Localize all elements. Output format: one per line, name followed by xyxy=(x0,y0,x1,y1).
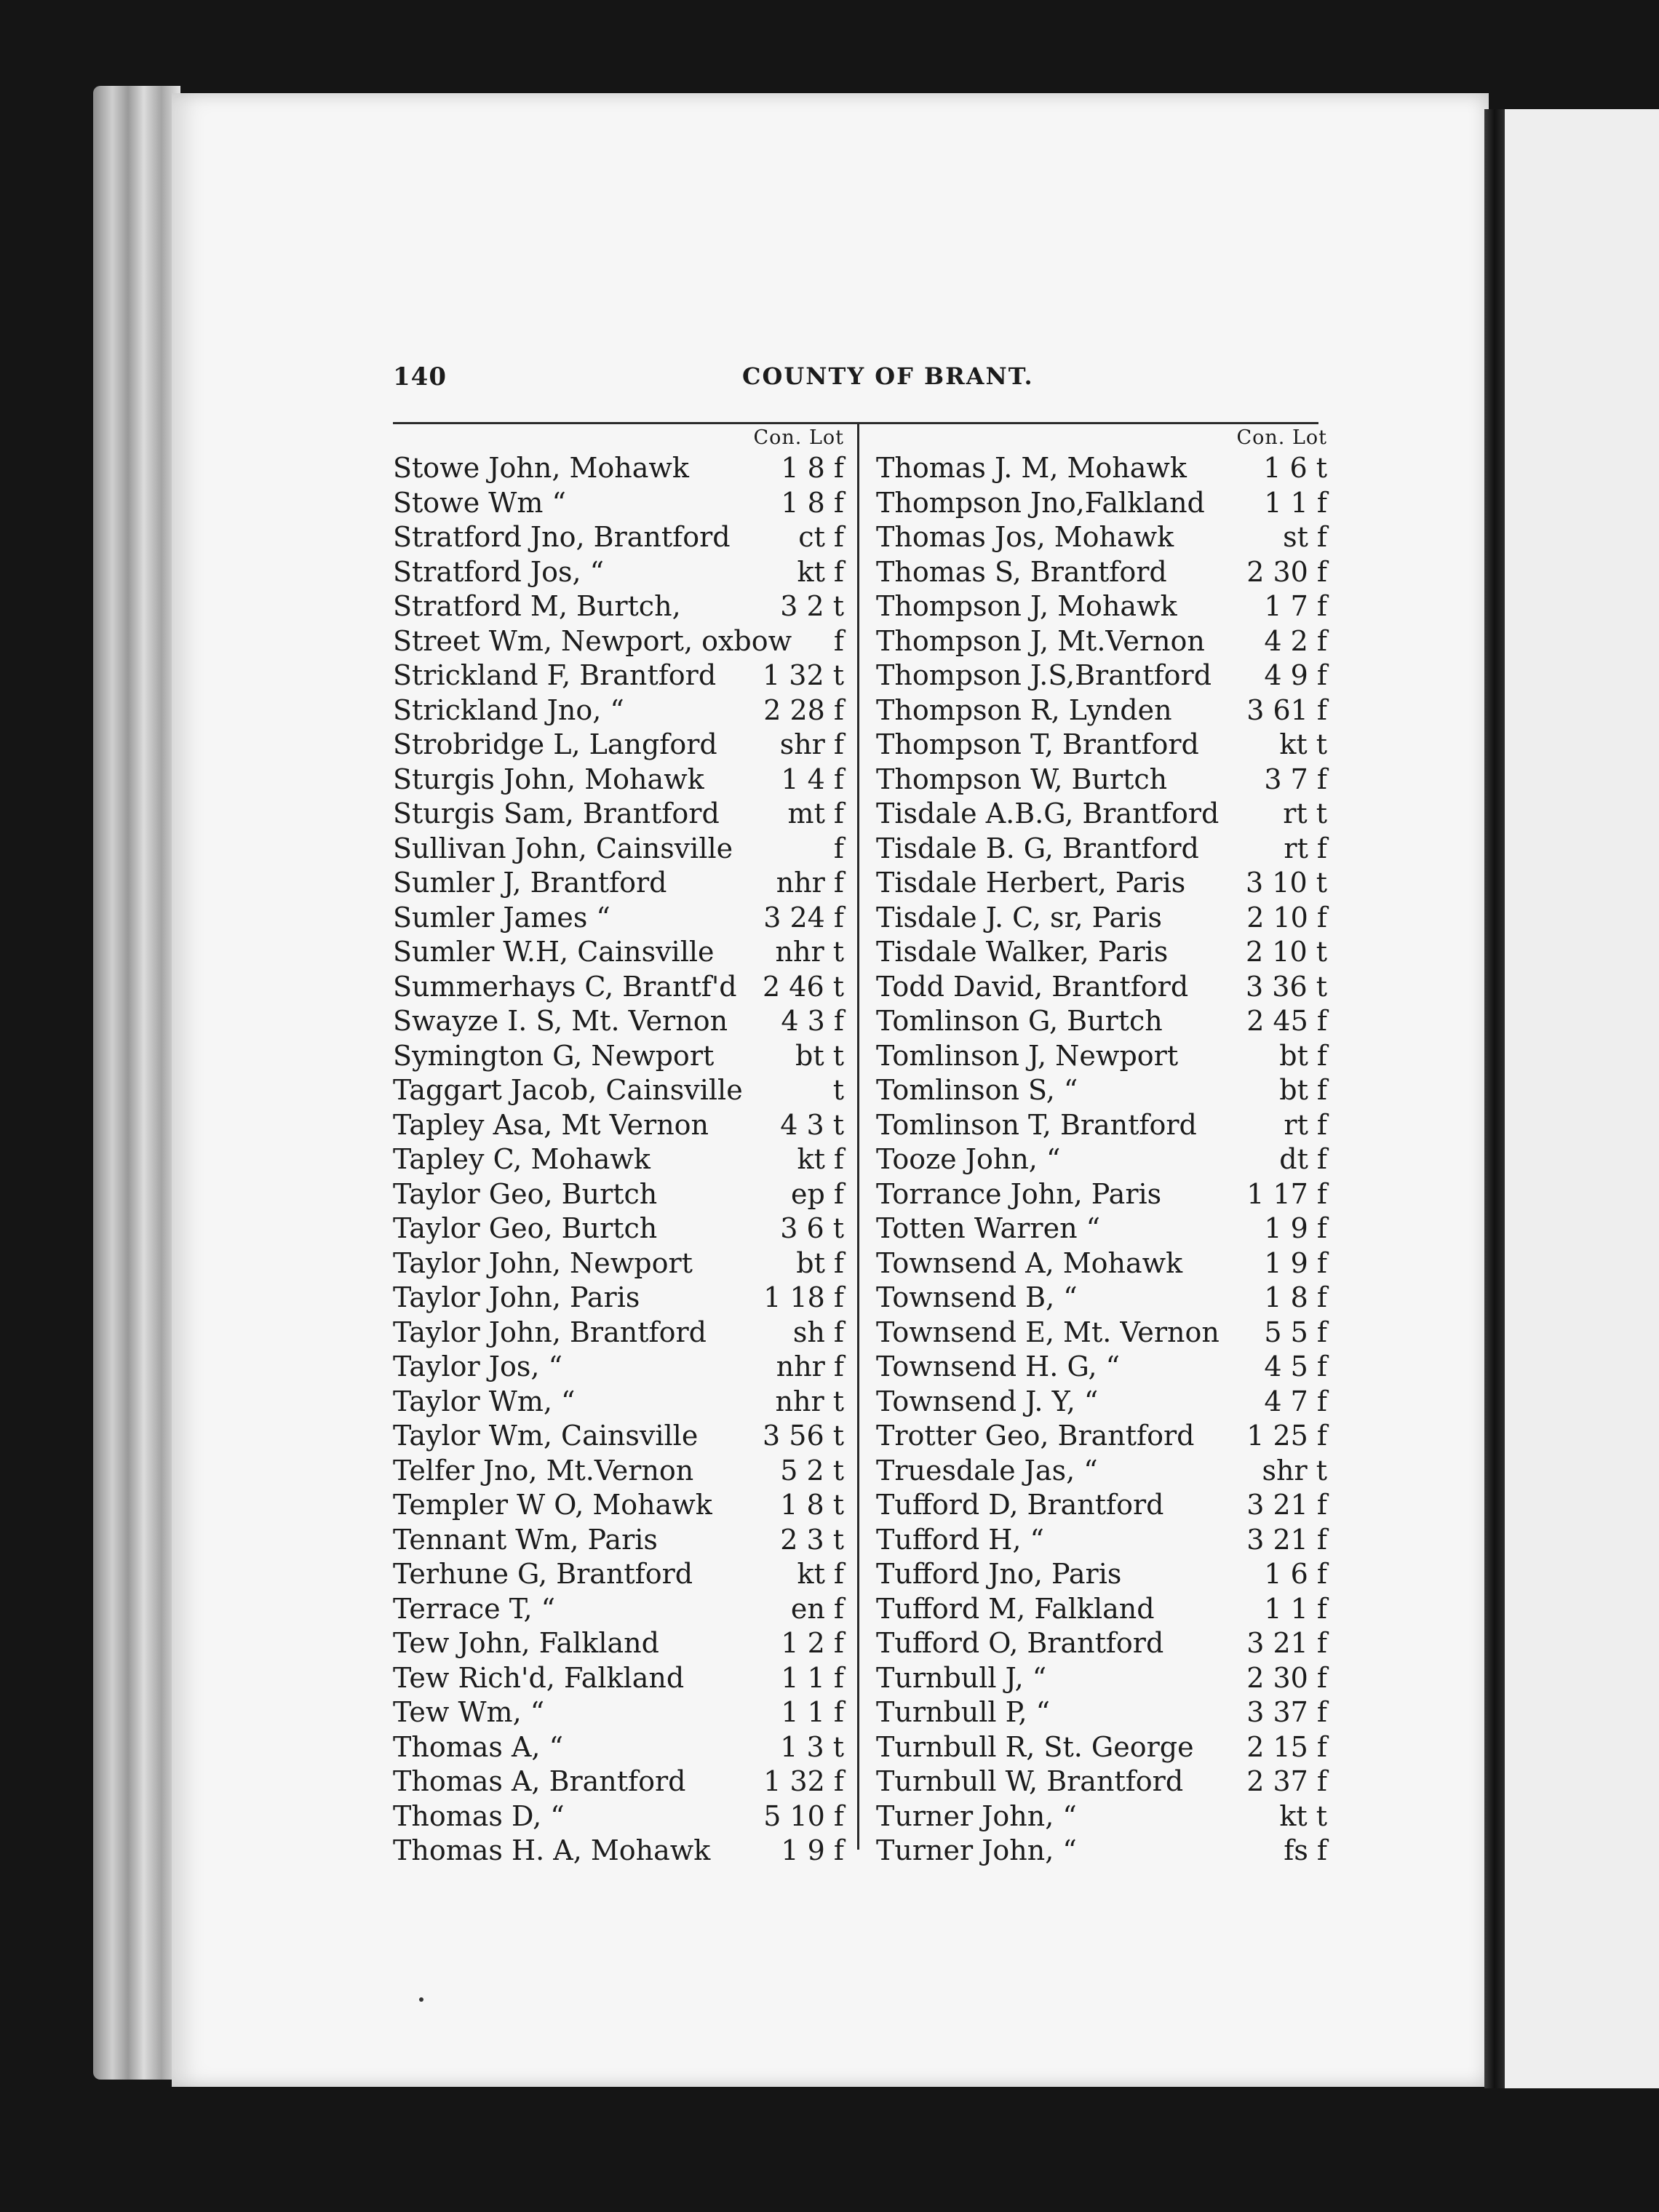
book-page-edges xyxy=(93,86,180,2080)
entry-name: Taggart Jacob, Cainsville xyxy=(393,1074,743,1106)
entry-con-lot: nhr f xyxy=(776,1350,844,1382)
directory-entry xyxy=(393,1834,844,1869)
entry-con-lot: 4 7 f xyxy=(1264,1385,1327,1417)
directory-entry xyxy=(393,866,844,901)
entry-name: Tew Wm, “ xyxy=(393,1696,545,1728)
entry-con-lot: ep f xyxy=(791,1177,844,1210)
entry-con-lot: bt f xyxy=(1279,1039,1327,1072)
entry-con-lot: 4 3 t xyxy=(780,1108,844,1141)
directory-entry xyxy=(393,1799,844,1834)
entry-con-lot: 3 61 f xyxy=(1246,693,1327,726)
entry-name: Townsend A, Mohawk xyxy=(876,1246,1183,1279)
entry-name: Trotter Geo, Brantford xyxy=(876,1420,1195,1452)
entry-name: Templer W O, Mohawk xyxy=(393,1489,712,1521)
directory-entry xyxy=(393,1316,844,1350)
entry-name: Thompson R, Lynden xyxy=(876,693,1172,726)
entry-name: Stratford Jno, Brantford xyxy=(393,521,731,553)
header-rule xyxy=(393,422,1318,424)
entry-con-lot: shr f xyxy=(779,728,844,760)
entry-name: Tufford M, Falkland xyxy=(876,1592,1155,1625)
entry-con-lot: kt t xyxy=(1279,1799,1327,1832)
entry-name: Thompson W, Burtch xyxy=(876,763,1168,795)
entry-con-lot: nhr t xyxy=(775,1385,844,1417)
entry-con-lot: 1 8 f xyxy=(1264,1281,1327,1313)
directory-entry xyxy=(876,832,1327,867)
entry-name: Tooze John, “ xyxy=(876,1143,1061,1175)
entry-name: Sumler W.H, Cainsville xyxy=(393,936,715,968)
directory-entry xyxy=(393,1695,844,1730)
directory-entry xyxy=(876,1212,1327,1246)
directory-entry xyxy=(393,1765,844,1799)
entry-name: Tapley C, Mohawk xyxy=(393,1143,651,1175)
directory-entry xyxy=(393,1626,844,1661)
entry-con-lot: 4 3 f xyxy=(781,1005,844,1037)
entry-name: Strickland F, Brantford xyxy=(393,659,717,691)
con-lot-label: Con. Lot xyxy=(1236,426,1327,449)
right-entry-list xyxy=(876,451,1327,1869)
entry-name: Turnbull R, St. George xyxy=(876,1730,1194,1763)
entry-con-lot: 2 10 t xyxy=(1246,936,1327,968)
entry-name: Thomas A, “ xyxy=(393,1730,563,1763)
directory-entry xyxy=(876,1316,1327,1350)
entry-name: Sumler James “ xyxy=(393,901,610,934)
entry-name: Summerhays C, Brantf'd xyxy=(393,970,737,1003)
entry-name: Tufford Jno, Paris xyxy=(876,1558,1122,1590)
entry-con-lot: f xyxy=(833,624,844,657)
entry-name: Swayze I. S, Mt. Vernon xyxy=(393,1005,728,1037)
entry-name: Tomlinson S, “ xyxy=(876,1074,1078,1106)
directory-entry xyxy=(876,797,1327,832)
entry-con-lot: 5 2 t xyxy=(780,1454,844,1487)
directory-entry xyxy=(876,520,1327,555)
directory-entry xyxy=(876,1281,1327,1316)
page-header xyxy=(393,362,1382,406)
ink-speck xyxy=(419,1997,423,2002)
left-column-header xyxy=(393,426,844,451)
entry-con-lot: 2 30 f xyxy=(1246,555,1327,588)
entry-con-lot: mt f xyxy=(787,797,844,830)
entry-con-lot: bt t xyxy=(795,1039,844,1072)
directory-entry xyxy=(876,1661,1327,1696)
directory-entry xyxy=(876,1765,1327,1799)
entry-name: Thomas H. A, Mohawk xyxy=(393,1834,711,1866)
directory-entry xyxy=(393,624,844,659)
entry-name: Turner John, “ xyxy=(876,1834,1077,1866)
entry-con-lot: 1 18 f xyxy=(763,1281,844,1313)
entry-con-lot: rt f xyxy=(1284,1108,1327,1141)
directory-entry xyxy=(393,1281,844,1316)
entry-name: Townsend B, “ xyxy=(876,1281,1078,1313)
directory-entry xyxy=(876,1834,1327,1869)
entry-con-lot: ct f xyxy=(798,521,844,553)
entry-con-lot: 1 1 f xyxy=(1264,486,1327,519)
entry-con-lot: en f xyxy=(790,1592,844,1625)
entry-con-lot: 1 6 t xyxy=(1263,452,1327,484)
entry-name: Turnbull J, “ xyxy=(876,1661,1047,1694)
entry-name: Thompson J, Mohawk xyxy=(876,590,1177,622)
directory-entry xyxy=(876,693,1327,728)
column-divider xyxy=(857,423,859,1850)
directory-entry xyxy=(876,1142,1327,1177)
directory-entry xyxy=(393,451,844,486)
directory-entry xyxy=(393,763,844,797)
directory-entry xyxy=(393,901,844,936)
entry-con-lot: 4 9 f xyxy=(1264,659,1327,691)
directory-entry xyxy=(393,1592,844,1627)
directory-entry xyxy=(876,1592,1327,1627)
entry-name: Terrace T, “ xyxy=(393,1592,556,1625)
entry-con-lot: rt t xyxy=(1283,797,1327,830)
right-column-header xyxy=(876,426,1327,451)
entry-name: Tomlinson G, Burtch xyxy=(876,1005,1163,1037)
directory-entry xyxy=(393,693,844,728)
directory-entry xyxy=(876,451,1327,486)
entry-con-lot: 1 8 t xyxy=(780,1489,844,1521)
entry-con-lot: nhr t xyxy=(775,936,844,968)
directory-entry xyxy=(393,1142,844,1177)
book-gutter xyxy=(1484,109,1505,2088)
entry-con-lot: 3 56 t xyxy=(763,1420,844,1452)
entry-name: Sullivan John, Cainsville xyxy=(393,832,733,864)
entry-name: Strobridge L, Langford xyxy=(393,728,717,760)
entry-name: Stratford Jos, “ xyxy=(393,555,605,588)
entry-name: Thompson J, Mt.Vernon xyxy=(876,624,1205,657)
directory-entry xyxy=(876,1523,1327,1558)
directory-entry xyxy=(876,659,1327,693)
entry-name: Tisdale A.B.G, Brantford xyxy=(876,797,1220,830)
directory-entry xyxy=(876,1799,1327,1834)
directory-entry xyxy=(393,1488,844,1523)
entry-con-lot: kt f xyxy=(797,555,844,588)
directory-entry xyxy=(876,935,1327,970)
directory-entry xyxy=(876,486,1327,521)
entry-name: Thompson Jno,Falkland xyxy=(876,486,1205,519)
entry-name: Sturgis Sam, Brantford xyxy=(393,797,720,830)
entry-con-lot: 2 30 f xyxy=(1246,1661,1327,1694)
entry-name: Tomlinson T, Brantford xyxy=(876,1108,1197,1141)
entry-name: Telfer Jno, Mt.Vernon xyxy=(393,1454,694,1487)
entry-con-lot: dt f xyxy=(1279,1143,1327,1175)
entry-name: Street Wm, Newport, oxbow xyxy=(393,624,792,657)
directory-entry xyxy=(393,935,844,970)
entry-con-lot: 1 8 f xyxy=(781,452,844,484)
directory-entry xyxy=(876,763,1327,797)
entry-con-lot: 1 32 f xyxy=(763,1765,844,1797)
directory-entry xyxy=(876,901,1327,936)
entry-con-lot: 1 32 t xyxy=(763,659,844,691)
directory-entry xyxy=(393,1073,844,1108)
directory-entry xyxy=(393,1177,844,1212)
directory-entry xyxy=(876,970,1327,1005)
entry-con-lot: 5 5 f xyxy=(1264,1316,1327,1348)
directory-entry xyxy=(393,1419,844,1454)
directory-entry xyxy=(393,1523,844,1558)
entry-con-lot: 2 10 f xyxy=(1246,901,1327,934)
entry-name: Truesdale Jas, “ xyxy=(876,1454,1098,1487)
entry-name: Tew John, Falkland xyxy=(393,1627,659,1659)
directory-entry xyxy=(876,1454,1327,1489)
entry-con-lot: kt t xyxy=(1279,728,1327,760)
entry-name: Taylor Geo, Burtch xyxy=(393,1177,658,1210)
entry-con-lot: fs f xyxy=(1284,1834,1327,1866)
entry-con-lot: 1 9 f xyxy=(1264,1212,1327,1244)
entry-con-lot: 1 2 f xyxy=(781,1627,844,1659)
right-column xyxy=(876,426,1327,1869)
entry-name: Stratford M, Burtch, xyxy=(393,590,681,622)
entry-name: Townsend H. G, “ xyxy=(876,1350,1121,1382)
entry-con-lot: 2 46 t xyxy=(763,970,844,1003)
running-title: COUNTY OF BRANT. xyxy=(742,362,1034,390)
directory-entry xyxy=(393,832,844,867)
entry-con-lot: t xyxy=(832,1074,844,1106)
entry-name: Taylor Wm, “ xyxy=(393,1385,576,1417)
entry-con-lot: 2 28 f xyxy=(763,693,844,726)
entry-con-lot: 3 6 t xyxy=(780,1212,844,1244)
entry-name: Tew Rich'd, Falkland xyxy=(393,1661,685,1694)
directory-entry xyxy=(393,1212,844,1246)
entry-name: Thomas S, Brantford xyxy=(876,555,1167,588)
entry-name: Tomlinson J, Newport xyxy=(876,1039,1179,1072)
entry-name: Tisdale J. C, sr, Paris xyxy=(876,901,1163,934)
entry-con-lot: 4 2 f xyxy=(1264,624,1327,657)
entry-name: Tisdale Walker, Paris xyxy=(876,936,1169,968)
entry-con-lot: sh f xyxy=(792,1316,844,1348)
entry-name: Thomas A, Brantford xyxy=(393,1765,686,1797)
directory-entry xyxy=(393,1385,844,1420)
entry-name: Thomas Jos, Mohawk xyxy=(876,521,1174,553)
entry-con-lot: 1 7 f xyxy=(1264,590,1327,622)
entry-con-lot: 3 36 t xyxy=(1246,970,1327,1003)
entry-con-lot: 1 3 t xyxy=(780,1730,844,1763)
entry-name: Tisdale Herbert, Paris xyxy=(876,867,1186,899)
con-lot-label: Con. Lot xyxy=(753,426,844,449)
entry-con-lot: 1 9 f xyxy=(781,1834,844,1866)
directory-entry xyxy=(876,1039,1327,1074)
directory-entry xyxy=(393,797,844,832)
entry-con-lot: 1 8 f xyxy=(781,486,844,519)
entry-con-lot: 3 37 f xyxy=(1246,1696,1327,1728)
entry-name: Strickland Jno, “ xyxy=(393,693,624,726)
directory-entry xyxy=(876,1004,1327,1039)
entry-name: Tufford D, Brantford xyxy=(876,1489,1164,1521)
entry-name: Stowe Wm “ xyxy=(393,486,566,519)
directory-entry xyxy=(393,1246,844,1281)
entry-con-lot: 3 24 f xyxy=(763,901,844,934)
entry-name: Totten Warren “ xyxy=(876,1212,1101,1244)
directory-entry xyxy=(876,555,1327,590)
entry-con-lot: 1 1 f xyxy=(781,1661,844,1694)
entry-con-lot: 1 6 f xyxy=(1264,1558,1327,1590)
directory-entry xyxy=(393,1039,844,1074)
entry-name: Thomas J. M, Mohawk xyxy=(876,452,1187,484)
entry-con-lot: kt f xyxy=(797,1143,844,1175)
entry-con-lot: 1 4 f xyxy=(781,763,844,795)
entry-con-lot: 3 21 f xyxy=(1246,1627,1327,1659)
directory-entry xyxy=(876,1177,1327,1212)
left-entry-list xyxy=(393,451,844,1869)
entry-name: Symington G, Newport xyxy=(393,1039,715,1072)
entry-name: Taylor John, Newport xyxy=(393,1246,693,1279)
entry-name: Terhune G, Brantford xyxy=(393,1558,693,1590)
entry-con-lot: 1 17 f xyxy=(1246,1177,1327,1210)
directory-entry xyxy=(876,1385,1327,1420)
directory-entry xyxy=(876,1695,1327,1730)
entry-con-lot: 3 2 t xyxy=(780,590,844,622)
entry-name: Tennant Wm, Paris xyxy=(393,1523,658,1556)
directory-entry xyxy=(393,1730,844,1765)
directory-entry xyxy=(876,624,1327,659)
directory-entry xyxy=(393,555,844,590)
directory-entry xyxy=(876,1419,1327,1454)
entry-con-lot: st f xyxy=(1283,521,1327,553)
directory-entry xyxy=(393,486,844,521)
directory-entry xyxy=(393,520,844,555)
entry-con-lot: 1 1 f xyxy=(781,1696,844,1728)
entry-name: Tapley Asa, Mt Vernon xyxy=(393,1108,709,1141)
entry-con-lot: 3 21 f xyxy=(1246,1523,1327,1556)
entry-con-lot: 2 37 f xyxy=(1246,1765,1327,1797)
directory-entry xyxy=(876,1488,1327,1523)
directory-entry xyxy=(876,589,1327,624)
entry-name: Sumler J, Brantford xyxy=(393,867,667,899)
entry-name: Thompson J.S,Brantford xyxy=(876,659,1212,691)
directory-entry xyxy=(876,1108,1327,1143)
directory-entry xyxy=(876,1246,1327,1281)
directory-entry xyxy=(393,1004,844,1039)
entry-name: Tisdale B. G, Brantford xyxy=(876,832,1199,864)
directory-entry xyxy=(393,1350,844,1385)
directory-entry xyxy=(393,970,844,1005)
entry-name: Taylor Wm, Cainsville xyxy=(393,1420,699,1452)
directory-entry xyxy=(393,659,844,693)
entry-con-lot: 1 25 f xyxy=(1246,1420,1327,1452)
facing-page-edge xyxy=(1505,109,1659,2088)
entry-name: Torrance John, Paris xyxy=(876,1177,1162,1210)
entry-con-lot: 4 5 f xyxy=(1264,1350,1327,1382)
page-number: 140 xyxy=(393,362,447,391)
entry-name: Turner John, “ xyxy=(876,1799,1077,1832)
directory-entry xyxy=(393,1454,844,1489)
entry-name: Thomas D, “ xyxy=(393,1799,565,1832)
directory-entry xyxy=(876,1557,1327,1592)
entry-con-lot: 3 7 f xyxy=(1264,763,1327,795)
directory-entry xyxy=(876,1073,1327,1108)
entry-name: Turnbull P, “ xyxy=(876,1696,1051,1728)
directory-entry xyxy=(876,728,1327,763)
entry-con-lot: shr t xyxy=(1262,1454,1327,1487)
entry-name: Stowe John, Mohawk xyxy=(393,452,689,484)
directory-entry xyxy=(393,1557,844,1592)
directory-entry xyxy=(393,1108,844,1143)
entry-name: Turnbull W, Brantford xyxy=(876,1765,1184,1797)
entry-con-lot: 5 10 f xyxy=(763,1799,844,1832)
directory-entry xyxy=(876,866,1327,901)
left-column xyxy=(393,426,844,1869)
entry-name: Taylor Jos, “ xyxy=(393,1350,562,1382)
directory-entry xyxy=(393,589,844,624)
entry-con-lot: 1 9 f xyxy=(1264,1246,1327,1279)
entry-name: Townsend J. Y, “ xyxy=(876,1385,1099,1417)
entry-name: Tufford H, “ xyxy=(876,1523,1044,1556)
directory-entry xyxy=(876,1626,1327,1661)
entry-name: Todd David, Brantford xyxy=(876,970,1189,1003)
entry-con-lot: 2 15 f xyxy=(1246,1730,1327,1763)
directory-entry xyxy=(876,1350,1327,1385)
directory-entry xyxy=(393,1661,844,1696)
entry-con-lot: 1 1 f xyxy=(1264,1592,1327,1625)
directory-entry xyxy=(393,728,844,763)
entry-name: Sturgis John, Mohawk xyxy=(393,763,704,795)
directory-entry xyxy=(876,1730,1327,1765)
entry-con-lot: f xyxy=(833,832,844,864)
entry-con-lot: 2 3 t xyxy=(780,1523,844,1556)
entry-con-lot: nhr f xyxy=(776,867,844,899)
entry-name: Thompson T, Brantford xyxy=(876,728,1199,760)
entry-name: Tufford O, Brantford xyxy=(876,1627,1164,1659)
entry-name: Taylor John, Brantford xyxy=(393,1316,707,1348)
entry-con-lot: kt f xyxy=(797,1558,844,1590)
entry-con-lot: bt f xyxy=(1279,1074,1327,1106)
entry-con-lot: rt f xyxy=(1284,832,1327,864)
entry-name: Taylor Geo, Burtch xyxy=(393,1212,658,1244)
entry-con-lot: 2 45 f xyxy=(1246,1005,1327,1037)
entry-con-lot: 3 21 f xyxy=(1246,1489,1327,1521)
entry-name: Townsend E, Mt. Vernon xyxy=(876,1316,1220,1348)
entry-name: Taylor John, Paris xyxy=(393,1281,640,1313)
entry-con-lot: 3 10 t xyxy=(1246,867,1327,899)
entry-con-lot: bt f xyxy=(796,1246,844,1279)
